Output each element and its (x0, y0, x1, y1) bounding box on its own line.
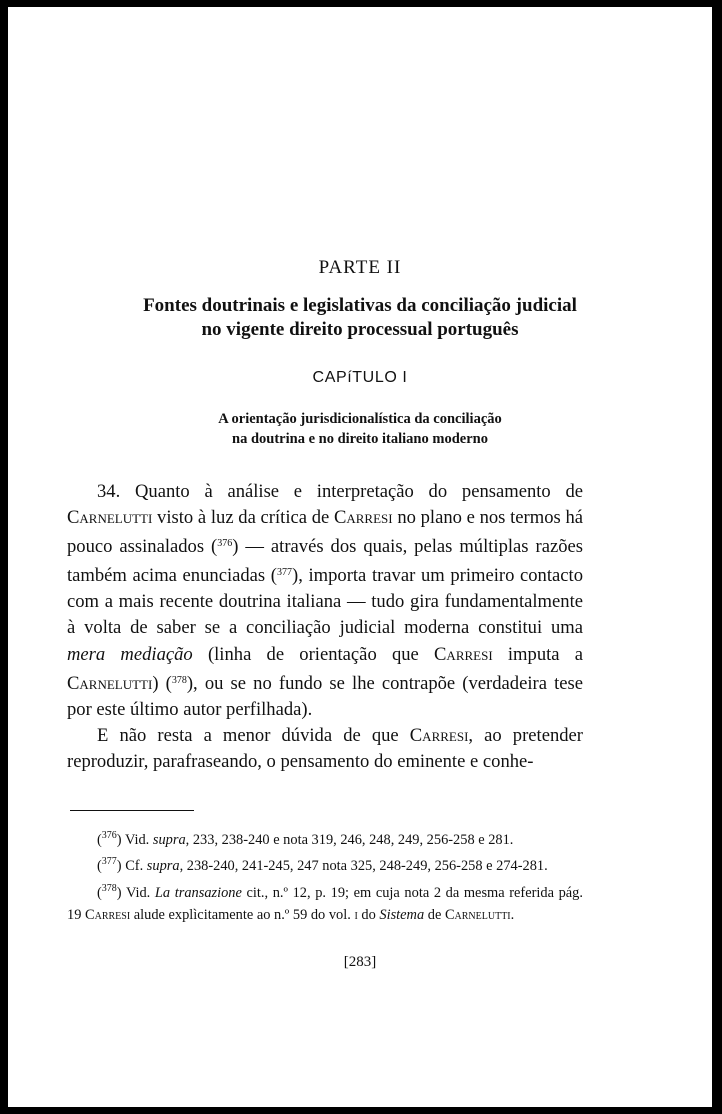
text-run: do (357, 907, 380, 924)
text-run: visto à luz da crítica de (152, 507, 334, 529)
footnote-377: ($^{377}$) Cf. supra, 238-240, 241-245, 247 nota 325, 248-249, 256-258 e 274-281. (97, 856, 548, 875)
text-run: no plano e nos termos há pouco assinalados ( (67, 507, 583, 558)
page-number: [283] (343, 954, 377, 970)
footnote-number: 377 (101, 856, 117, 868)
volume-numeral: i (354, 907, 358, 924)
text-run: E não resta a menor dúvida de que (97, 724, 410, 746)
text-run: cit., n.º 12, p. 19; em cuja nota 2 da mesma referida pág. 19 (67, 884, 583, 924)
text-run: ), ou se no fundo se lhe contrapõe (verdadeira tese por este último autor perfilhada). (67, 672, 583, 720)
footnote-number: 376 (101, 830, 117, 841)
text-run: ) ( (152, 672, 172, 694)
text-run: 34. Quanto à análise e interpretação do pensamento de (97, 481, 583, 502)
author-name: Carresi (434, 643, 493, 665)
paragraph-34 (67, 479, 583, 723)
italic-term: mera mediação (67, 643, 193, 665)
text-run: , ao pretender reproduzir, parafraseando, o pensamento do eminente e conhe- (67, 724, 583, 772)
footnote-divider (70, 810, 194, 811)
italic-term: supra (152, 832, 186, 848)
document-page (8, 7, 712, 1107)
text-run: imputa a (492, 643, 584, 665)
footnote-ref: 378 (171, 674, 187, 686)
footnotes (67, 825, 583, 927)
text-run: Vid. (125, 884, 155, 901)
author-name: Carnelutti (67, 507, 153, 529)
text-run: , 233, 238-240 e nota 319, 246, 248, 249, 256-258 e 281. (185, 832, 514, 848)
text-run: Vid. (124, 832, 153, 848)
author-name: Carnelutti (67, 672, 153, 694)
text-run: ) — através dos quais, pelas múltiplas razões também acima enunciadas ( (67, 536, 583, 587)
author-name: Carresi (409, 724, 469, 746)
chapter-title-line-1: A orientação jurisdicionalística da conciliação (218, 411, 502, 427)
author-name: Carresi (85, 907, 131, 924)
part-label: PARTE II (318, 257, 402, 278)
text-run: . (510, 907, 515, 924)
part-title (8, 294, 712, 342)
footnote-376: ($^{376}$) Vid. supra, 233, 238-240 e nota 319, 246, 248, 249, 256-258 e 281. (97, 830, 514, 848)
body-text (67, 479, 583, 775)
chapter-title-line-2: na doutrina e no direito italiano moderno (232, 431, 488, 447)
part-title-line-1: Fontes doutrinais e legislativas da conciliação judicial (143, 295, 577, 316)
chapter-label: CAPíTULO I (312, 369, 408, 386)
text-run: (linha de orientação que (192, 643, 435, 665)
chapter-title (8, 409, 712, 449)
text-run: alude explìcitamente ao n.º 59 do vol. (130, 907, 355, 924)
text-run: Cf. (125, 858, 147, 875)
part-title-line-2: no vigente direito processual português (201, 319, 519, 340)
footnote-378: ($^{378}$) Vid. La transazione cit., n.º 12, p. 19; em cuja nota 2 da mesma referida pág. 19 Carresi alude explìcitamente ao n.º 59 do vol. i do Sistema de Carnelutti. (67, 882, 583, 924)
footnote-ref: 376 (217, 538, 233, 550)
text-run: ), importa travar um primeiro contacto com a mais recente doutrina italiana — tudo gira fundamentalmente à volta de saber se a conciliação judicial moderna constitui uma (67, 565, 583, 639)
footnote-number: 378 (101, 882, 117, 894)
italic-term: La transazione (154, 884, 242, 901)
author-name: Carnelutti (444, 907, 511, 924)
text-run: de (424, 907, 445, 924)
paragraph-2 (67, 723, 583, 775)
author-name: Carresi (333, 507, 393, 529)
footnote-ref: 377 (277, 567, 292, 579)
text-run: , 238-240, 241-245, 247 nota 325, 248-249, 256-258 e 274-281. (179, 858, 548, 875)
italic-term: supra (146, 858, 180, 875)
italic-term: Sistema (379, 907, 425, 924)
